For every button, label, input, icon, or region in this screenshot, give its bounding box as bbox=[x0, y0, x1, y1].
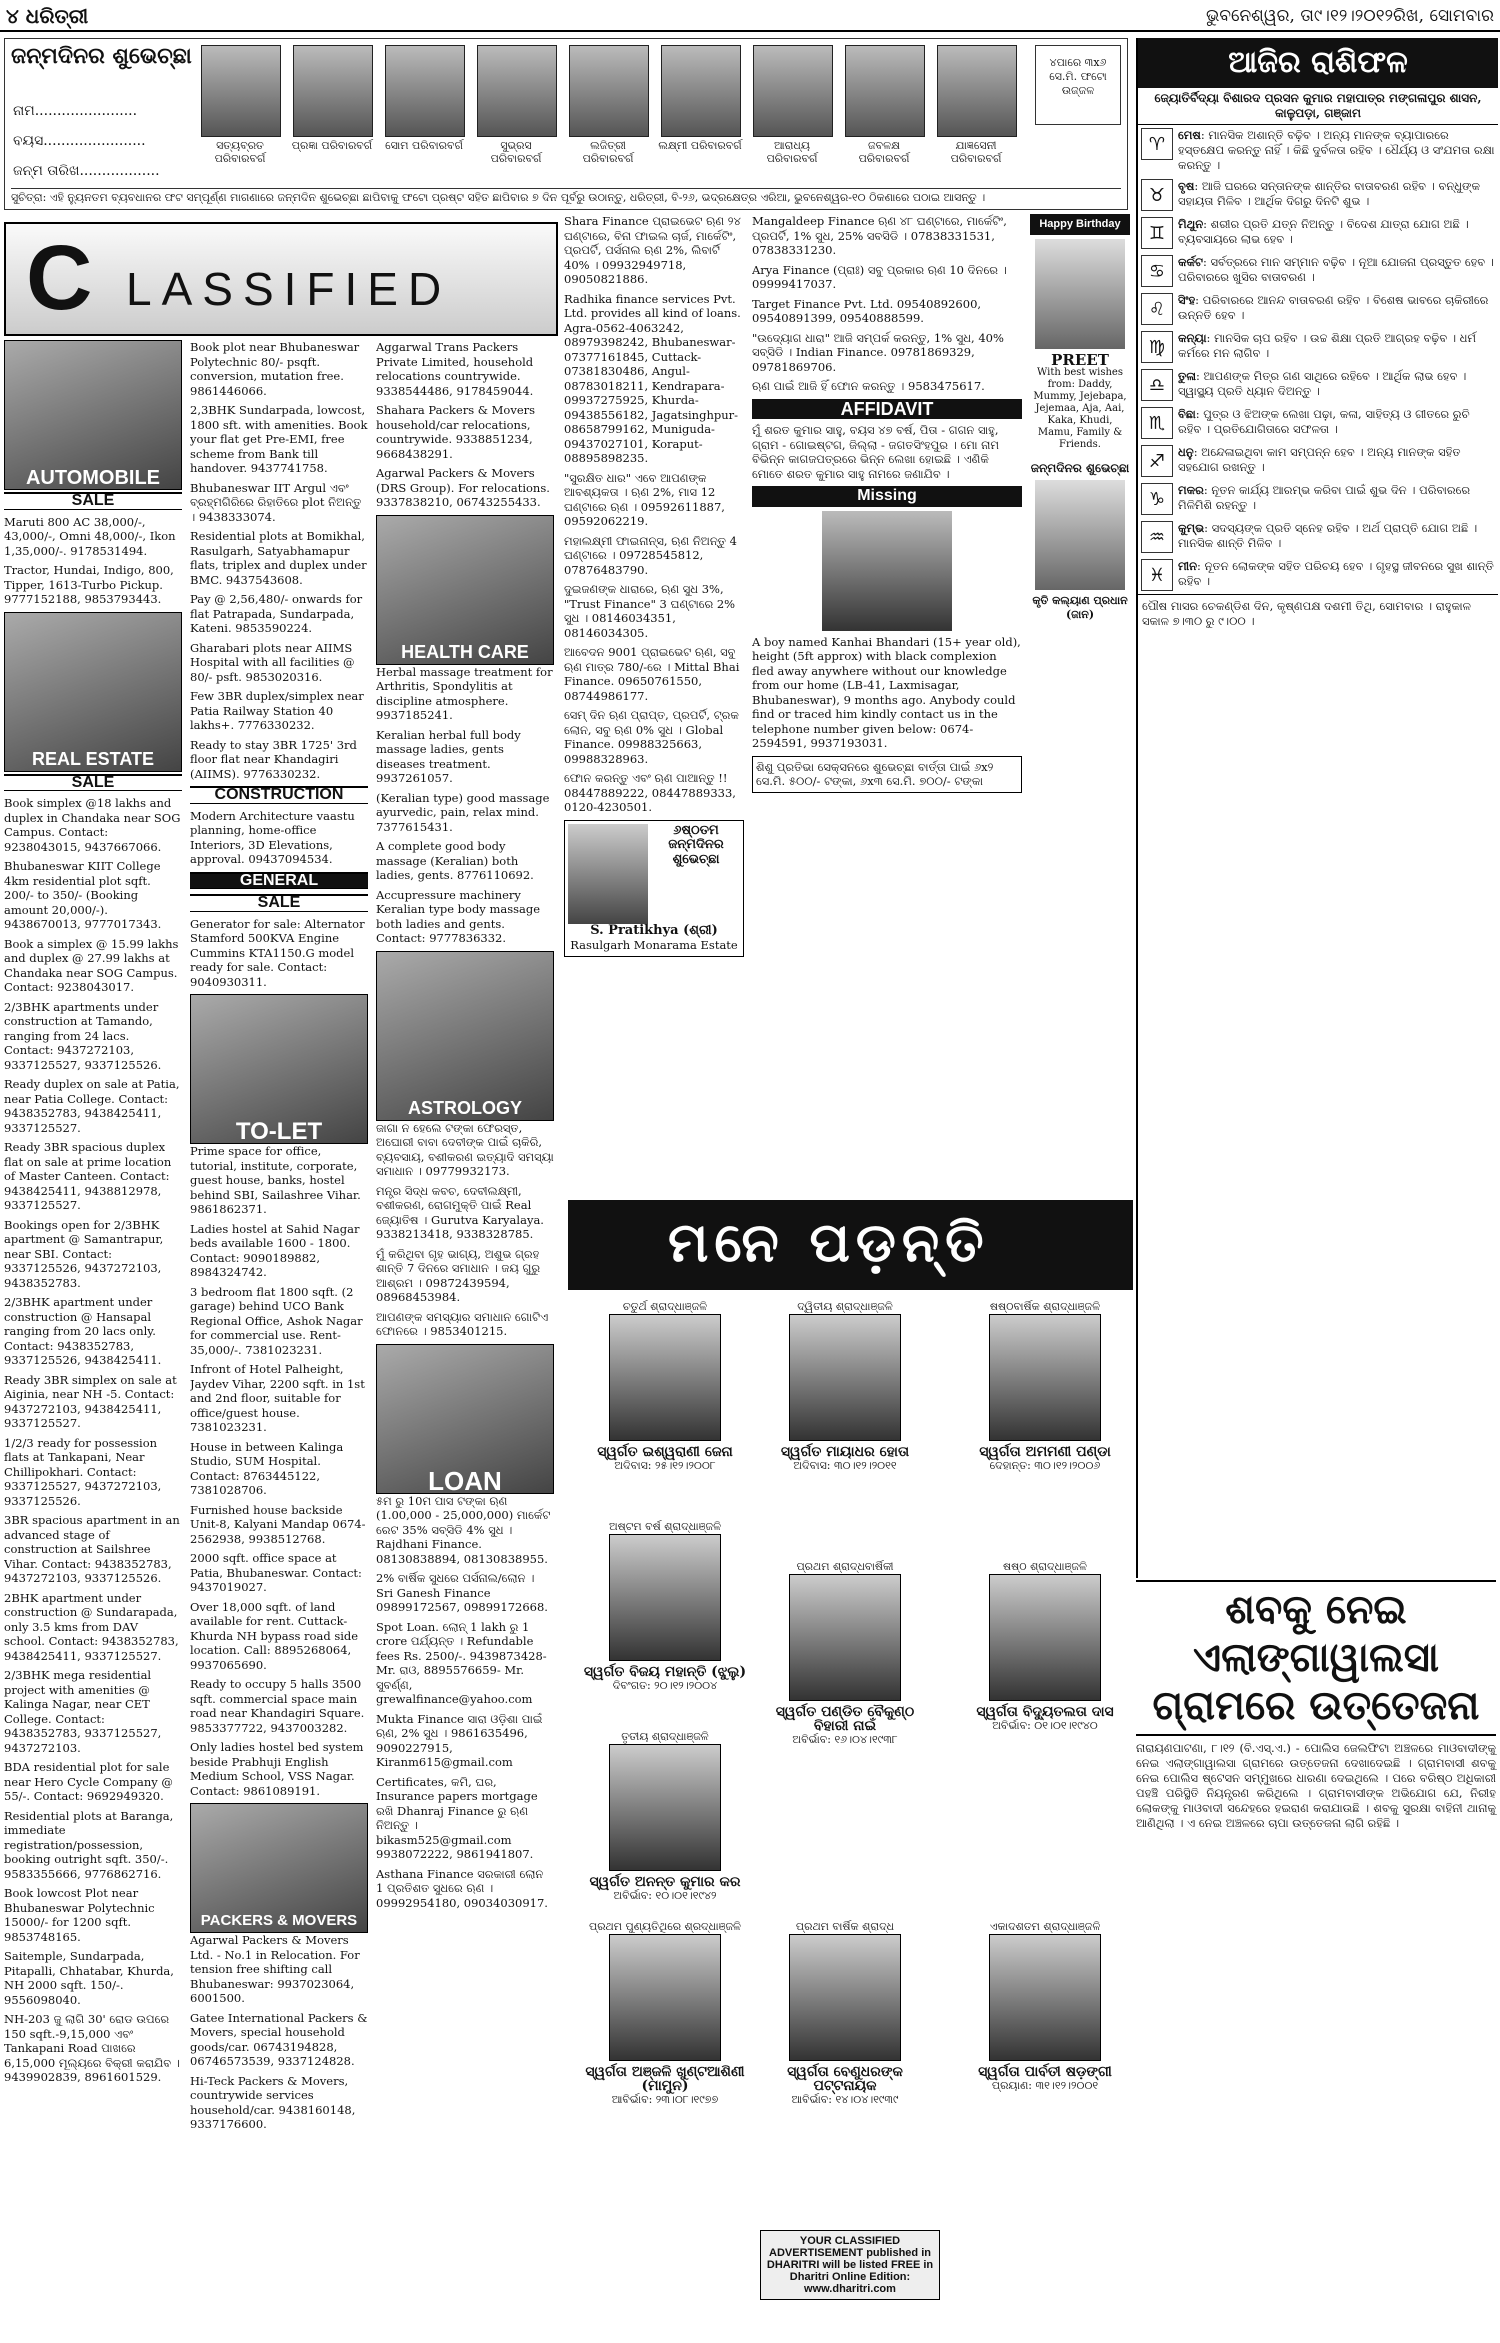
obit-heading: ଏକାଦଶତମ ଶ୍ରାଦ୍ଧାଞ୍ଜଳି bbox=[989, 1920, 1101, 1933]
classified-ad: A complete good body massage (Keralian) both ladies, gents. 8776110692. bbox=[376, 839, 534, 882]
horoscope-sign: ♋ କର୍କଟ: ସର୍ବତ୍ରରେ ମାନ ସମ୍ମାନ ବଢ଼ିବ । ନୂଆ ଯୋଜନା ପ୍ରସ୍ତୁତ ହେବ । ପରିବାରରେ ଖୁସିର ବାତାବରଣ । bbox=[1138, 252, 1498, 290]
child-caption: ଯାଜ୍ଞସେନୀ ପରିବାରବର୍ଗ bbox=[950, 139, 1002, 165]
classified-ad: Tractor, Hundai, Indigo, 800, Tipper, 1613-Turbo Pickup. 9777152188, 9853793443. bbox=[4, 563, 174, 606]
sign-text: ସଦସ୍ୟଙ୍କ ପ୍ରତି ସ୍ନେହ ରହିବ । ଅର୍ଥ ପ୍ରାପ୍ତି ଯୋଗ ଅଛି । ମାନସିକ ଶାନ୍ତି ମିଳିବ । bbox=[1178, 521, 1478, 550]
sign-name: ବୃଷ bbox=[1178, 179, 1195, 193]
classified-ad: ଋଣ ପାଇଁ ଆଜି ହିଁ ଫୋନ କରନ୍ତୁ । 9583475617. bbox=[752, 379, 985, 393]
sign-text: ଅନ୍ଦେଳାଇଥିବା କାମ ସମ୍ପନ୍ନ ହେବ । ଅନ୍ୟ ମାନଙ୍କ ସହିତ ସହଯୋଗ ରଖନ୍ତୁ । bbox=[1178, 445, 1461, 474]
classified-ad: Bhubaneswar KIIT College 4km residential plot sqft. 200/- to 350/- (Booking amount 20,000/-). 9438670013, 9777017343. bbox=[4, 859, 162, 931]
child-photo bbox=[201, 45, 281, 137]
horoscope-author: ଜ୍ୟୋତିର୍ବିଦ୍ୟା ବିଶାରଦ ପ୍ରସନ କୁମାର ମହାପାତ୍ର ମଙ୍ଗଳାପୁର ଶାସନ, କାଳୁପଡ଼ା, ଗଞ୍ଜାମ bbox=[1138, 88, 1498, 125]
classified-ad: Certificates, କମି, ଘର, Insurance papers mortgage ରଖି Dhanraj Finance ରୁ ଋଣ ନିଅନ୍ତୁ । bikasm525@gmail.com 9938072222, 9861941807. bbox=[376, 1774, 538, 1861]
obit-photo bbox=[989, 1574, 1101, 1701]
child-caption: ସତ୍ୟବ୍ରତ ପରିବାରବର୍ଗ bbox=[214, 139, 266, 165]
classified-ad: Saitemple, Sundarpada, Pitapalli, Chhatabar, Khurda, NH 2000 sqft. 150/-. 9556098040. bbox=[4, 1949, 174, 2007]
classified-ad: Mukta Finance ସାରା ଓଡ଼ିଶା ପାଇଁ ଋଣ, 2% ସୁଧ । 9861635496, 9090227915, Kiranm615@gmail.com bbox=[376, 1711, 543, 1769]
obit-heading: ପ୍ରଥମ ପୁଣ୍ୟତିଥିରେ ଶ୍ରଦ୍ଧାଞ୍ଜଳି bbox=[588, 1920, 741, 1933]
sign-text: ପୁତ୍ର ଓ ଝିଅଙ୍କ ଲେଖା ପଢ଼ା, କଳା, ସାହିତ୍ୟ ଓ ଗୀତରେ ରୁଚି ରହିବ । ପ୍ରତିଯୋଗିତାରେ ସଫଳତା । bbox=[1178, 407, 1470, 436]
obituary-notice bbox=[760, 1560, 930, 1747]
classified-ad: 3BR spacious apartment in an advanced stage of construction at Sailshree Vihar. Contact: 9438352783, 9437272103, 9337125526. bbox=[4, 1513, 180, 1585]
classified-ad: 2/3BHK apartments under construction at Tamando, ranging from 24 lacs. Contact: 9437272103, 9337125527, 9337125526. bbox=[4, 999, 162, 1072]
astrology-image: ASTROLOGY bbox=[376, 951, 554, 1121]
obituary-notice bbox=[580, 1520, 750, 1693]
obit-name: ସ୍ୱର୍ଗତା ପାର୍ବତୀ ଷଡ଼ଙ୍ଗୀ bbox=[978, 2064, 1112, 2080]
zodiac-icon: ♑ bbox=[1141, 483, 1173, 515]
child-caption: ସୋମ ପରିବାରବର୍ଗ bbox=[385, 139, 463, 152]
photo-ad-box: ୪ପାରେ ୩x୬ ସେ.ମି. ଫଟୋ ଉଜ୍ଜଳ bbox=[1035, 45, 1121, 125]
horoscope-sign: ♍ କନ୍ୟା: ମାନସିକ ଚାପ ରହିବ । ଉଚ୍ଚ ଶିକ୍ଷା ପ୍ରତି ଆଗ୍ରହ ବଢ଼ିବ । ଧର୍ମ କର୍ମରେ ମନ ଲାଗିବ । bbox=[1138, 328, 1498, 366]
obit-heading: ପ୍ରଥମ ଶ୍ରାଦ୍ଧବାର୍ଷିକୀ bbox=[796, 1560, 894, 1573]
kriti-title: ଜନ୍ମଦିନର ଶୁଭେଚ୍ଛା bbox=[1030, 461, 1130, 475]
zodiac-icon: ♌ bbox=[1141, 293, 1173, 325]
real-estate-image: REAL ESTATE bbox=[4, 612, 182, 772]
classified-ad: Aggarwal Trans Packers Private Limited, household relocations countrywide. 9338544486, 9178459044. bbox=[376, 340, 534, 398]
obit-heading: ଷଷ୍ଠବାର୍ଷିକ ଶ୍ରାଦ୍ଧାଞ୍ଜଳି bbox=[989, 1300, 1101, 1313]
obit-name: ସ୍ୱର୍ଗତ ବିଜୟ ମହାନ୍ତି (ଝୁଲୁ) bbox=[583, 1664, 747, 1680]
pratikhya-photo bbox=[568, 824, 648, 924]
form-field-age: ବୟସ....................... bbox=[13, 133, 146, 149]
obit-name: ସ୍ୱର୍ଗତ ମାୟାଧର ହୋତା bbox=[780, 1444, 910, 1460]
horoscope-sign: ♊ ମିଥୁନ: ଶରୀର ପ୍ରତି ଯତ୍ନ ନିଅନ୍ତୁ । ବିଦେଶ ଯାତ୍ରା ଯୋଗ ଅଛି । ବ୍ୟବସାୟରେ ଲାଭ ହେବ । bbox=[1138, 214, 1498, 252]
sign-name: କର୍କଟ bbox=[1178, 255, 1203, 269]
obituary-notice bbox=[580, 1300, 750, 1473]
classified-ad: "ସୁରକ୍ଷିତ ଧାର" ଏବେ ଆପଣଙ୍କ ଆବଶ୍ୟକତା । ଋଣ 2%, ମାସ 12 ଘଣ୍ଟାରେ ଋଣ । 09592611887, 09592062219. bbox=[564, 470, 725, 528]
classified-column-3 bbox=[376, 340, 554, 2330]
zodiac-icon: ♉ bbox=[1141, 179, 1173, 211]
horoscope-sign: ♉ ବୃଷ: ଆଜି ଘରରେ ସନ୍ତାନଙ୍କ ଶାନ୍ତିର ବାତାବରଣ ରହିବ । ବନ୍ଧୁଙ୍କ ସହାୟତା ମିଳିବ । ଆର୍ଥିକ ଦିଗରୁ ଦିନଟି ଶୁଭ । bbox=[1138, 176, 1498, 214]
sign-name: କନ୍ୟା bbox=[1178, 331, 1207, 345]
preet-wishes: With best wishes from: Daddy, Mummy, Jejebapa, Jejemaa, Aja, Aai, Kaka, Khudi, Mamu, Family & Friends. bbox=[1033, 367, 1127, 450]
classified-ad: Mangaldeep Finance ଋଣ ୪୮ ଘଣ୍ଟାରେ, ମାର୍କେଟିଂ, ପ୍ରପର୍ଟି, 1% ସୁଧ, 25% ସବସିଡି । 07838331531, 07838331230. bbox=[752, 214, 1007, 257]
obit-photo bbox=[609, 1934, 721, 2061]
classified-ad: Prime space for office, tutorial, institute, corporate, guest house, banks, hostel behind SBI, Sailashree Vihar. 9861862371. bbox=[190, 1144, 361, 1216]
classified-ad: Ready duplex on sale at Patia, near Patia College. Contact: 9438352783, 9438425411, 9337125527. bbox=[4, 1077, 180, 1135]
classified-ad: 2/3BHK apartment under construction @ Hansapal ranging from 20 lacs only. Contact: 9438352783, 9337125526, 9438425411. bbox=[4, 1295, 162, 1367]
page-header bbox=[0, 0, 1500, 32]
sign-text: ନୂତନ ଲୋକଙ୍କ ସହିତ ପରିଚୟ ହେବ । ଗୃହସ୍ଥ ଜୀବନରେ ସୁଖ ଶାନ୍ତି ରହିବ । bbox=[1178, 559, 1494, 588]
sign-text: ମାନସିକ ଅଶାନ୍ତି ବଢ଼ିବ । ଅନ୍ୟ ମାନଙ୍କ ବ୍ୟାପାରରେ ହସ୍ତକ୍ଷେପ କରନ୍ତୁ ନାହିଁ । କିଛି ଦୁର୍ବଳତା ରହିବ । ଧୈର୍ଯ୍ୟ ଓ ସଂଯମତା ରକ୍ଷା କରନ୍ତୁ । bbox=[1178, 128, 1495, 172]
sign-name: ମିଥୁନ bbox=[1178, 217, 1204, 231]
classified-ad: ମୁଁ କରିଥିବା ଗୃହ ଭାଗ୍ୟ, ଅଶୁଭ ଗ୍ରହ ଶାନ୍ତି 7 ଦିନରେ ସମାଧାନ । ଜୟ ଗୁରୁ ଆଶ୍ରମ । 09872439594, 08968453984. bbox=[376, 1246, 541, 1304]
classified-ad: ମନ୍ତ୍ର ସିଦ୍ଧ କବଚ, ଦେବୀଲକ୍ଷ୍ମୀ, ବଶୀକରଣ, ରୋଗମୁକ୍ତି ପାଇଁ Real ଜ୍ୟୋତିଷ । Gurutva Karyalaya. 9338213418, 9338328785. bbox=[376, 1183, 544, 1241]
child-caption: ଲକ୍ଷ୍ମୀ ପରିବାରବର୍ଗ bbox=[658, 139, 742, 152]
kriti-name: କୃତି କଲ୍ୟାଣ ପ୍ରଧାନ (ଜାନ) bbox=[1032, 593, 1128, 621]
obit-photo bbox=[789, 1574, 901, 1701]
classified-promo: YOUR CLASSIFIED ADVERTISEMENT published in DHARITRI will be listed FREE in Dharitri Online Edition: www.dharitri.com bbox=[760, 2230, 940, 2300]
obit-date: ଅଦିବାସ: ୨୫।୧୨।୨୦୦୮ bbox=[614, 1459, 716, 1472]
obit-name: ସ୍ୱର୍ଗତା ଅଞ୍ଜଳି ଖୁଣ୍ଟଆଶିଣୀ (ମାମୁନ) bbox=[585, 2064, 745, 2094]
horoscope-title: ଆଜିର ରାଶିଫଳ bbox=[1138, 38, 1498, 88]
classified-ad: ମହାଲକ୍ଷ୍ମୀ ଫାଇନାନ୍ସ, ଋଣ ନିଅନ୍ତୁ 4 ଘଣ୍ଟାରେ । 09728545812, 07876483790. bbox=[564, 533, 737, 577]
classified-ad: (Keralian type) good massage ayurvedic, pain, relax mind. 7377615431. bbox=[376, 790, 550, 834]
classified-ad: 2/3BHK mega residential project with amenities @ Kalinga Nagar, near CET College. Contact: 9438352783, 9337125527, 9437272103. bbox=[4, 1668, 162, 1755]
mane-padanti-banner bbox=[568, 1200, 1133, 1290]
classified-ad: Furnished house backside Unit-8, Kalyani Mandap 0674-2562938, 9938512768. bbox=[190, 1502, 366, 1546]
classified-column-4 bbox=[564, 214, 744, 1194]
to-let-image: TO-LET bbox=[190, 994, 368, 1144]
classified-ad: 2000 sqft. office space at Patia, Bhubaneswar. Contact: 9437019027. bbox=[190, 1551, 362, 1594]
classified-ad: Book lowcost Plot near Bhubaneswar Polytechnic 15000/- for 1200 sqft. 9853748165. bbox=[4, 1886, 155, 1944]
missing-heading: Missing bbox=[752, 486, 1022, 507]
obit-date: ଅଦିବାସ: ୩୦।୧୨।୨୦୧୧ bbox=[793, 1459, 897, 1472]
news-headline: ଶବକୁ ନେଇ ଏଲାଙ୍ଗାୱାଲସା ଗ୍ରାମରେ ଉତ୍ତେଜନା bbox=[1136, 1580, 1496, 1736]
zodiac-icon: ♍ bbox=[1141, 331, 1173, 363]
classified-ad: Arya Finance (ପ୍ରାଃ) ସବୁ ପ୍ରକାର ଋଣ 10 ଦିନରେ । 09999417037. bbox=[752, 262, 1007, 291]
zodiac-icon: ♊ bbox=[1141, 217, 1173, 249]
missing-photo bbox=[822, 511, 952, 631]
zodiac-icon: ♒ bbox=[1141, 521, 1173, 553]
missing-text: A boy named Kanhai Bhandari (15+ year old), height (5ft approx) with black complexion fled away anywhere without our knowledge from our home (LB-41, Laxmisagar, Bhubaneswar), 9 months ago. Anybody could find or traced him kindly contact us in the telephone number given below: 0674-2594591, 9937193031. bbox=[752, 634, 1021, 750]
obit-date: ଆବିର୍ଭାବ: ୨୩।୦୮।୧୯୭୭ bbox=[611, 2093, 719, 2106]
sign-name: ବିଛା bbox=[1178, 407, 1196, 421]
birthday-title: ଜନ୍ମଦିନର ଶୁଭେଚ୍ଛା bbox=[11, 43, 192, 69]
classified-ad: Residential plots at Bomikhal, Rasulgarh, Satyabhamapur flats, triplex and duplex under BMC. 9437543608. bbox=[190, 529, 367, 587]
classified-ad: 2% ବାର୍ଷିକ ସୁଧରେ ପର୍ସନାଲ/ଲୋନ । Sri Ganesh Finance 09899172567, 09899172668. bbox=[376, 1571, 548, 1614]
classified-c: C bbox=[26, 227, 93, 329]
child-photo bbox=[477, 45, 557, 137]
obituary-notice bbox=[580, 1730, 750, 1903]
classified-ad: NH-203 ଜୁ ଲାଗି 30' ରୋଡ ଉପରେ 150 sqft.-9,15,000 ଏବଂ Tankapani Road ପାଖରେ 6,15,000 ମୂଲ୍ୟରେ ବିକ୍ରୀ କରାଯିବ । 9439902839, 8961601529. bbox=[4, 2012, 180, 2084]
obit-name: ସ୍ୱର୍ଗତା ଅମମଣୀ ପଣ୍ଡା bbox=[979, 1444, 1111, 1460]
sign-name: ମୀନ bbox=[1178, 559, 1198, 573]
zodiac-icon: ♈ bbox=[1141, 128, 1173, 160]
obituary-notice bbox=[960, 1300, 1130, 1473]
classified-ad: 2BHK apartment under construction @ Sundarapada, only 3.5 kms from DAV school. Contact: 9438352783, 9438425411, 9337125527. bbox=[4, 1590, 179, 1663]
classified-ad: Ready 3BR simplex on sale at Aiginia, near NH -5. Contact: 9437272103, 9438425411, 9337125527. bbox=[4, 1372, 177, 1430]
obit-photo bbox=[789, 1934, 901, 2061]
horoscope-sign: ♌ ସିଂହ: ପରିବାରରେ ଆନନ୍ଦ ବାତାବରଣ ରହିବ । ବିଶେଷ ଭାବରେ ଚାକିରୀରେ ଉନ୍ନତି ହେବ । bbox=[1138, 290, 1498, 328]
sign-text: ଶରୀର ପ୍ରତି ଯତ୍ନ ନିଅନ୍ତୁ । ବିଦେଶ ଯାତ୍ରା ଯୋଗ ଅଛି । ବ୍ୟବସାୟରେ ଲାଭ ହେବ । bbox=[1178, 217, 1469, 246]
zodiac-icon: ♐ bbox=[1141, 445, 1173, 477]
child-photo bbox=[569, 45, 649, 137]
general-sale-heading: SALE bbox=[190, 894, 368, 912]
classified-ad: "ଉଦ୍ୟୋଗ ଧାରା" ଆଜି ସମ୍ପର୍କ କରନ୍ତୁ, 1% ସୁଧ, 40% ସବ୍‌ସିଡି । Indian Finance. 09781869329, 09781869706. bbox=[752, 330, 1004, 374]
classified-ad: Book plot near Bhubaneswar Polytechnic 80/- psqft. conversion, mutation free. 9861446066. bbox=[190, 340, 360, 398]
obit-photo bbox=[609, 1534, 721, 1661]
obit-photo bbox=[609, 1744, 721, 1871]
obit-date: ଦିବଂଗତ: ୨୦।୧୨।୨୦୦୪ bbox=[612, 1679, 718, 1692]
classified-ad: Shara Finance ପ୍ରାଇଭେଟ ଋଣ ୨୪ ଘଣ୍ଟାରେ, ବିନା ଫାଇଲ ଚାର୍ଜ, ମାର୍କେଟିଂ, ପ୍ରପର୍ଟି, ପର୍ସନାଲ ଋଣ 2%, ଲିବାର୍ଟି 40% । 09932949718, 09050821886. bbox=[564, 214, 741, 286]
obit-name: ସ୍ୱର୍ଗତ ଅନନ୍ତ କୁମାର କର bbox=[589, 1874, 741, 1890]
child-photo bbox=[753, 45, 833, 137]
sale-heading-2: SALE bbox=[4, 774, 182, 792]
classified-ad: ଜାଗା ନ ହେଲେ ଟଙ୍କା ଫେରସ୍ତ, ଅଘୋରୀ ବାବା ଦେବୀଙ୍କ ପାଇଁ ଚାକିରି, ବ୍ୟବସାୟ, ବଶୀକରଣ ଇତ୍ୟାଦି ସମସ୍ୟା ସମାଧାନ । 09779932173. bbox=[376, 1120, 554, 1178]
birthday-note: ସୁଚିତ୍ରା: ଏହି ନ୍ୟୁନତମ ବ୍ୟବଧାନର ଫଟ ସମ୍ପୂର୍ଣ୍ଣ ମାଗଣାରେ ଜନ୍ମଦିନ ଶୁଭେଚ୍ଛା ଛାପିବାକୁ ଫଟୋ ପ୍ରଷ୍ଟ ସହିତ ଛାପିବାର ୭ ଦିନ ପୂର୍ବରୁ ଉଠାନ୍ତୁ, ଧରିତ୍ରୀ, ବି-୨୬, ଭଦ୍ରକ୍ଷେତ୍ର ଏରିଆ, ଭୁବନେଶ୍ୱର-୧୦ ଠିକଣାରେ ପଠାଇ ଆସନ୍ତୁ । bbox=[11, 188, 1121, 205]
sign-text: ପରିବାରରେ ଆନନ୍ଦ ବାତାବରଣ ରହିବ । ବିଶେଷ ଭାବରେ ଚାକିରୀରେ ଉନ୍ନତି ହେବ । bbox=[1178, 293, 1489, 322]
classified-ad: 1/2/3 ready for possession flats at Tankapani, Near Chillipokhari. Contact: 9337125527, 9437272103, 9337125526. bbox=[4, 1435, 162, 1508]
automobile-image: AUTOMOBILE bbox=[4, 340, 182, 490]
classified-ad: 3 bedroom flat 1800 sqft. (2 garage) behind UCO Bank Regional Office, Ashok Nagar for commercial use. Rent-35,000/-. 7381023231. bbox=[190, 1284, 363, 1357]
sign-name: ତୁଳା bbox=[1178, 369, 1196, 383]
sign-name: ସିଂହ bbox=[1178, 293, 1196, 307]
obit-heading: ଅଷ୍ଟମ ବର୍ଷ ଶ୍ରାଦ୍ଧାଞ୍ଜଳି bbox=[608, 1520, 722, 1533]
sale-heading: SALE bbox=[4, 492, 182, 510]
sign-text: ନୂତନ କାର୍ଯ୍ୟ ଆରମ୍ଭ କରିବା ପାଇଁ ଶୁଭ ଦିନ । ପରିବାରରେ ମିଳିମିଶି ରହନ୍ତୁ । bbox=[1178, 483, 1471, 512]
classified-ad: Asthana Finance ସରକାରୀ ଲୋନ 1 ପ୍ରତିଶତ ସୁଧରେ ଋଣ । 09992954180, 09034030917. bbox=[376, 1866, 548, 1910]
child-caption: ଆରାଧ୍ୟ ପରିବାରବର୍ଗ bbox=[766, 139, 818, 165]
classified-ad: ଦୁଇଜଣଙ୍କ ଧାରାରେ, ଋଣ ସୁଧ 3%, "Trust Finance" 3 ଘଣ୍ଟାରେ 2% ସୁଧ । 08146034351, 08146034305. bbox=[564, 582, 736, 640]
classified-ad: 2,3BHK Sundarpada, lowcost, 1800 sft. with amenities. Book your flat get Pre-EMI, free scheme from Bank till handover. 9437741758. bbox=[190, 403, 368, 475]
preet-name: PREET bbox=[1051, 350, 1109, 369]
horoscope-column bbox=[1136, 38, 1498, 1578]
classified-ad: Target Finance Pvt. Ltd. 09540892600, 09540891399, 09540888599. bbox=[752, 296, 982, 325]
birthday-wishes-column bbox=[1030, 214, 1130, 1194]
panchang-note: ପୌଷ ମାସର ଚେକଣ୍ଡିଶ ଦିନ, କୃଷ୍ଣପକ୍ଷ ଦଶମୀ ତିଥି, ସୋମବାର । ରାହୁକାଳ ସକାଳ ୭।୩୦ ରୁ ୯।୦୦ । bbox=[1138, 594, 1498, 633]
classified-ad: Gharabari plots near AIIMS Hospital with all facilities @ 80/- psft. 9853020316. bbox=[190, 640, 355, 684]
horoscope-sign: ♒ କୁମ୍ଭ: ସଦସ୍ୟଙ୍କ ପ୍ରତି ସ୍ନେହ ରହିବ । ଅର୍ଥ ପ୍ରାପ୍ତି ଯୋଗ ଅଛି । ମାନସିକ ଶାନ୍ତି ମିଳିବ । bbox=[1138, 518, 1498, 556]
classified-ad: Accupressure machinery Keralian type body massage both ladies and gents. Contact: 9777836332. bbox=[376, 887, 541, 945]
page-number: ୪ ଧରିତ୍ରୀ bbox=[6, 4, 89, 28]
dateline: ଭୁବନେଶ୍ୱର, ତା୯।୧୨।୨୦୧୨ରିଖ, ସୋମବାର bbox=[1205, 6, 1494, 26]
pratikhya-title: ୬ଷ୍ଠତମ ଜନ୍ମଦିନର ଶୁଭେଚ୍ଛା bbox=[668, 822, 724, 867]
mane-padanti-title: ମନେ ପଡ଼ନ୍ତି bbox=[668, 1210, 990, 1274]
obit-name: ସ୍ୱର୍ଗତ ଇଶ୍ୱରାଣୀ ଜେନା bbox=[597, 1444, 733, 1460]
zodiac-icon: ♓ bbox=[1141, 559, 1173, 591]
classified-ad: Generator for sale: Alternator Stamford 500KVA Engine Cummins KTA1150.G model ready for sale. Contact: 9040930311. bbox=[190, 916, 365, 989]
classified-ad: Bhubaneswar IIT Argul ଏବଂ ବ୍ରହ୍ମଗିରିରେ ରିହାତିରେ plot ନିଅନ୍ତୁ । 9438333074. bbox=[190, 480, 362, 524]
preet-photo bbox=[1035, 239, 1125, 349]
classified-ad: Ladies hostel at Sahid Nagar beds available 1600 - 1800. Contact: 9090189882, 8984324742. bbox=[190, 1221, 360, 1279]
form-field-name: ନାମ....................... bbox=[13, 103, 138, 119]
obituary-notice bbox=[580, 1920, 750, 2107]
classified-ad: Keralian herbal full body massage ladies, gents diseases treatment. 9937261057. bbox=[376, 727, 521, 785]
classified-ad: Herbal massage treatment for Arthritis, Spondylitis at discipline atmosphere. 9937185241. bbox=[376, 664, 553, 722]
birthday-strip bbox=[4, 38, 1128, 210]
classified-ad: Infront of Hotel Palheight, Jaydev Vihar, 2200 sqft. in 1st and 2nd floor, suitable for office/guest house. 7381023231. bbox=[190, 1362, 365, 1434]
obit-name: ସ୍ୱର୍ଗତ ପଣ୍ଡିତ ବୈକୁଣ୍ଠ ବିହାରୀ ନାଇଁ bbox=[775, 1704, 915, 1734]
loan-image: LOAN bbox=[376, 1344, 554, 1494]
classified-ad: Residential plots at Baranga, immediate registration/possession, booking outright sqft. 350/-. 9583355666, 9776862716. bbox=[4, 1808, 174, 1881]
child-caption: ସୁଭ୍ରସ ପରିବାରବର୍ଗ bbox=[490, 139, 542, 165]
obituary-notice bbox=[760, 1300, 930, 1473]
sign-name: ଧନୁ bbox=[1178, 445, 1194, 459]
classified-ad: Book a simplex @ 15.99 lakhs and duplex @ 27.99 lakhs at Chandaka near SOG Campus. Contact: 9238043017. bbox=[4, 936, 179, 994]
pratikhya-birthday bbox=[564, 820, 744, 957]
sign-name: କୁମ୍ଭ bbox=[1178, 521, 1205, 535]
obit-photo bbox=[989, 1314, 1101, 1441]
obit-photo bbox=[989, 1934, 1101, 2061]
classified-ad: Pay @ 2,56,480/- onwards for flat Patrapada, Sundarpada, Kateni. 9853590224. bbox=[190, 592, 363, 635]
obit-date: ଅବିର୍ଭାବ: ୧୦।୦୧।୧୯୪୨ bbox=[613, 1889, 717, 1902]
sign-name: ମକର bbox=[1178, 483, 1204, 497]
classified-word: LASSIFIED bbox=[126, 263, 452, 315]
obit-date: ଆବିର୍ଭାବ: ୧୪।୦୪।୧୯୩୯ bbox=[791, 2093, 899, 2106]
obit-heading: ଦ୍ୱିତୀୟ ଶ୍ରାଦ୍ଧାଞ୍ଜଳି bbox=[797, 1300, 893, 1313]
general-heading: GENERAL bbox=[190, 872, 368, 890]
classified-ad: Radhika finance services Pvt. Ltd. provides all kind of loans. Agra-0562-4063242, 08979398242, Bhubaneswar-07377161845, Cuttack-07381830486, Angul-08783018211, Kendrapara-09937275925, Khurda-09438556182, Jagatsinghpur-08658799162, Muniguda-09437027101, Koraput-08895898235. bbox=[564, 291, 741, 465]
child-caption: ଲଜିତ୍ରୀ ପରିବାରବର୍ଗ bbox=[582, 139, 634, 165]
obit-heading: ଷଷ୍ଠ ଶ୍ରାଦ୍ଧାଞ୍ଜଳି bbox=[1003, 1560, 1087, 1573]
child-photo bbox=[385, 45, 465, 137]
sign-name: ମେଷ bbox=[1178, 128, 1201, 142]
classified-ad: Ready 3BR spacious duplex flat on sale at prime location of Master Canteen. Contact: 9438425411, 9438812978, 9337125527. bbox=[4, 1140, 172, 1212]
zodiac-icon: ♎ bbox=[1141, 369, 1173, 401]
classified-ad: Spot Loan. ଲୋନ୍ 1 lakh ରୁ 1 crore ପର୍ଯ୍ୟନ୍ତ । Refundable fees Rs. 2500/-. 9439873428- Mr. ରାଓ, 8895576659- Mr. ସୁବର୍ଣ୍ଣ, grewalfinance@yahoo.com bbox=[376, 1619, 547, 1706]
classified-ad: Modern Architecture vaastu planning, home-office Interiors, 3D Elevations, approval. 09437094534. bbox=[190, 808, 355, 866]
child-photo bbox=[937, 45, 1017, 137]
horoscope-sign: ♏ ବିଛା: ପୁତ୍ର ଓ ଝିଅଙ୍କ ଲେଖା ପଢ଼ା, କଳା, ସାହିତ୍ୟ ଓ ଗୀତରେ ରୁଚି ରହିବ । ପ୍ରତିଯୋଗିତାରେ ସଫଳତା । bbox=[1138, 404, 1498, 442]
classified-ad: ୫ମ ରୁ 10ମ ପାସ ଟଙ୍କା ଋଣ (1.00,000 - 25,000,000) ମାର୍କେଟ ରେଟ 35% ସବ୍‌ସିଡି 4% ସୁଧ । Rajdhani Finance. 08130838894, 08130838955. bbox=[376, 1493, 551, 1566]
zodiac-icon: ♋ bbox=[1141, 255, 1173, 287]
obituary-notice bbox=[960, 1920, 1130, 2093]
child-caption: ପ୍ରଜ୍ଞା ପରିବାରବର୍ଗ bbox=[291, 139, 373, 152]
horoscope-sign: ♎ ତୁଳା: ଆପଣଙ୍କ ମିତ୍ର ଗଣ ସାଥିରେ ରହିବେ । ଆର୍ଥିକ ଲାଭ ହେବ । ସ୍ୱାସ୍ଥ୍ୟ ପ୍ରତି ଧ୍ୟାନ ଦିଅନ୍ତୁ । bbox=[1138, 366, 1498, 404]
obit-date: ପ୍ରୟାଣ: ୩୧।୧୨।୨୦୦୧ bbox=[991, 2079, 1099, 2092]
pratikhya-address: Rasulgarh Monarama Estate bbox=[570, 938, 738, 952]
sign-text: ମାନସିକ ଚାପ ରହିବ । ଉଚ୍ଚ ଶିକ୍ଷା ପ୍ରତି ଆଗ୍ରହ ବଢ଼ିବ । ଧର୍ମ କର୍ମରେ ମନ ଲାଗିବ । bbox=[1178, 331, 1477, 360]
sign-text: ଆଜି ଘରରେ ସନ୍ତାନଙ୍କ ଶାନ୍ତିର ବାତାବରଣ ରହିବ । ବନ୍ଧୁଙ୍କ ସହାୟତା ମିଳିବ । ଆର୍ଥିକ ଦିଗରୁ ଦିନଟି ଶୁଭ । bbox=[1178, 179, 1481, 208]
classified-ad: ସେମ୍ ଦିନ ଋଣ ପ୍ରାପ୍ତ, ପ୍ରପର୍ଟି, ଟ୍ରକ ଲୋନ, ସବୁ ଋଣ 0% ସୁଧ । Global Finance. 09988325663, 09988328963. bbox=[564, 708, 739, 766]
classified-column-2 bbox=[190, 340, 368, 2330]
horoscope-sign: ♑ ମକର: ନୂତନ କାର୍ଯ୍ୟ ଆରମ୍ଭ କରିବା ପାଇଁ ଶୁଭ ଦିନ । ପରିବାରରେ ମିଳିମିଶି ରହନ୍ତୁ । bbox=[1138, 480, 1498, 518]
pratikhya-name: S. Pratikhya (ଶ୍ରୀ) bbox=[590, 922, 718, 938]
obituary-notice bbox=[960, 1560, 1130, 1733]
obit-heading: ପ୍ରଥମ ବାର୍ଷିକ ଶ୍ରାଦ୍ଧ bbox=[795, 1920, 895, 1933]
classified-ad: Maruti 800 AC 38,000/-, 43,000/-, Omni 48,000/-, Ikon 1,35,000/-. 9178531494. bbox=[4, 514, 176, 558]
horoscope-sign: ♐ ଧନୁ: ଅନ୍ଦେଳାଇଥିବା କାମ ସମ୍ପନ୍ନ ହେବ । ଅନ୍ୟ ମାନଙ୍କ ସହିତ ସହଯୋଗ ରଖନ୍ତୁ । bbox=[1138, 442, 1498, 480]
classified-ad: Ready to occupy 5 halls 3500 sqft. commercial space main road near Khandagiri Square. 9853377722, 9437003282. bbox=[190, 1677, 365, 1735]
obituary-notice bbox=[760, 1920, 930, 2107]
classified-ad: Hi-Teck Packers & Movers, countrywide services household/car. 9438160148, 9337176600. bbox=[190, 2073, 356, 2131]
classified-ad: Book simplex @18 lakhs and duplex in Chandaka near SOG Campus. Contact: 9238043015, 9437667066. bbox=[4, 796, 181, 854]
news-body: ନାରାୟଣପାଟଣା, ୮।୧୨ (ବି.ଏସ୍.ଏ.) - ପୋଲିସ ଜେଲଫିଟା ଅଞ୍ଚଳରେ ମାଓବାଦୀଙ୍କୁ ନେଇ ଏଲାଙ୍ଗାୱାଲସା ଗ୍ରାମରେ ଉତ୍ତେଜନା ଦେଖାଦେଇଛି । ଗ୍ରାମବାସୀ ଶବକୁ ନେଇ ପୋଲିସ ଷ୍ଟେସନ ସମ୍ମୁଖରେ ଧାରଣା ଦେଇଥିଲେ । ପରେ ବରିଷ୍ଠ ଅଧିକାରୀ ପହଞ୍ଚି ପରିସ୍ଥିତି ନିୟନ୍ତ୍ରଣ କରିଥିଲେ । ଗ୍ରାମବାସୀଙ୍କ ଅଭିଯୋଗ ଯେ, ନିରୀହ ଲୋକଙ୍କୁ ମାଓବାଦୀ ସନ୍ଦେହରେ ହଇରାଣ କରାଯାଉଛି । ଶବକୁ ସୁରକ୍ଷା ବାହିନୀ ଥାନାକୁ ଆଣିଥିଲା । ଏ ନେଇ ଅଞ୍ଚଳରେ ଚାପା ଉତ୍ତେଜନା ଲାଗି ରହିଛି । bbox=[1136, 1741, 1496, 1830]
form-field-dob: ଜନ୍ମ ତାରିଖ.................. bbox=[13, 163, 160, 179]
classified-ad: Over 18,000 sqft. of land available for rent. Cuttack-Khurda NH bypass road side location. Call: 8895268064, 9937065690. bbox=[190, 1599, 359, 1672]
classified-banner bbox=[4, 222, 558, 336]
child-caption: ଜବଳକ୍ଷ ପରିବାରବର୍ଗ bbox=[858, 139, 910, 165]
obit-heading: ଚତୁର୍ଥ ଶ୍ରାଦ୍ଧାଞ୍ଜଳି bbox=[622, 1300, 708, 1313]
kriti-photo bbox=[1035, 480, 1125, 590]
classified-ad: House in between Kalinga Studio, SUM Hospital. Contact: 8763445122, 7381028706. bbox=[190, 1439, 344, 1497]
news-article bbox=[1136, 1580, 1496, 1831]
obit-photo bbox=[789, 1314, 901, 1441]
classified-ad: ଆପଣଙ୍କ ସମସ୍ୟାର ସମାଧାନ ଗୋଟିଏ ଫୋନରେ । 9853401215. bbox=[376, 1309, 549, 1338]
happy-birthday-heading: Happy Birthday bbox=[1030, 214, 1130, 235]
classified-ad: Agarwal Packers & Movers (DRS Group). For relocations. 9337838210, 06743255433. bbox=[376, 466, 550, 509]
horoscope-sign: ♈ ମେଷ: ମାନସିକ ଅଶାନ୍ତି ବଢ଼ିବ । ଅନ୍ୟ ମାନଙ୍କ ବ୍ୟାପାରରେ ହସ୍ତକ୍ଷେପ କରନ୍ତୁ ନାହିଁ । କିଛି ଦୁର୍ବଳତା ରହିବ । ଧୈର୍ଯ୍ୟ ଓ ସଂଯମତା ରକ୍ଷା କରନ୍ତୁ । bbox=[1138, 125, 1498, 176]
classified-ad: ଆବେଦନ 9001 ପ୍ରାଇଭେଟ ଋଣ, ସବୁ ଋଣ ମାତ୍ର 780/-ରେ । Mittal Bhai Finance. 09650761550, 08744986177. bbox=[564, 645, 740, 703]
classified-ad: BDA residential plot for sale near Hero Cycle Company @ 55/-. Contact: 9692949320. bbox=[4, 1760, 173, 1803]
packers-image: PACKERS & MOVERS bbox=[190, 1803, 368, 1933]
classified-ad: Only ladies hostel bed system beside Prabhuji English Medium School, VSS Nagar. Contact: 9861089191. bbox=[190, 1740, 364, 1798]
health-care-image: HEALTH CARE bbox=[376, 515, 554, 665]
classified-ad: ଫୋନ କରନ୍ତୁ ଏବଂ ଋଣ ପାଆନ୍ତୁ !! 08447889222, 08447889333, 0120-4230501. bbox=[564, 771, 736, 814]
classified-column-1 bbox=[4, 340, 182, 2330]
zodiac-icon: ♏ bbox=[1141, 407, 1173, 439]
classified-column-5 bbox=[752, 214, 1022, 1194]
affidavit-heading: AFFIDAVIT bbox=[752, 399, 1022, 420]
obit-date: ଦେହାନ୍ତ: ୩୦।୧୨।୨୦୦୬ bbox=[989, 1459, 1101, 1472]
child-photo bbox=[293, 45, 373, 137]
classified-ad: Shahara Packers & Movers household/car relocations, countrywide. 9338851234, 9668438291. bbox=[376, 403, 536, 461]
classified-ad: Ready to stay 3BR 1725' 3rd floor flat near Khandagiri (AIIMS). 9776330232. bbox=[190, 737, 357, 781]
affidavit-text: ମୁଁ ଶରତ କୁମାର ସାହୁ, ବୟସ ୪୭ ବର୍ଷ, ପିତା - ଗଗନ ସାହୁ, ଗ୍ରାମ - ଗୋଇଷ୍ଟଗ, ଜିଲ୍ଲା - ଜଗତସିଂହପୁର । ମୋ ନାମ ବିଭିନ୍ନ କାଗଜପତ୍ରରେ ଭିନ୍ନ ଲେଖା ହୋଇଛି । ଏଣିକି ମୋତେ ଶରତ କୁମାର ସାହୁ ନାମରେ ଜଣାଯିବ । bbox=[752, 423, 999, 481]
horoscope-sign: ♓ ମୀନ: ନୂତନ ଲୋକଙ୍କ ସହିତ ପରିଚୟ ହେବ । ଗୃହସ୍ଥ ଜୀବନରେ ସୁଖ ଶାନ୍ତି ରହିବ । bbox=[1138, 556, 1498, 594]
obit-heading: ତୃତୀୟ ଶ୍ରାଦ୍ଧାଞ୍ଜଳି bbox=[621, 1730, 709, 1743]
obit-name: ସ୍ୱର୍ଗତା ବିଦ୍ୟୁତଲତା ଦାସ bbox=[976, 1704, 1114, 1720]
classified-ad: Agarwal Packers & Movers Ltd. - No.1 in Relocation. For tension free shifting call Bhubaneswar: 9937023064, 6001500. bbox=[190, 1933, 360, 2005]
sign-text: ଆପଣଙ୍କ ମିତ୍ର ଗଣ ସାଥିରେ ରହିବେ । ଆର୍ଥିକ ଲାଭ ହେବ । ସ୍ୱାସ୍ଥ୍ୟ ପ୍ରତି ଧ୍ୟାନ ଦିଅନ୍ତୁ । bbox=[1178, 369, 1467, 398]
classified-ad: Gatee International Packers & Movers, special household goods/car. 06743194828, 06746573539, 9337124828. bbox=[190, 2010, 368, 2068]
child-photo bbox=[845, 45, 925, 137]
obit-photo bbox=[609, 1314, 721, 1441]
sign-text: ସର୍ବତ୍ରରେ ମାନ ସମ୍ମାନ ବଢ଼ିବ । ନୂଆ ଯୋଜନା ପ୍ରସ୍ତୁତ ହେବ । ପରିବାରରେ ଖୁସିର ବାତାବରଣ । bbox=[1178, 255, 1494, 284]
obit-date: ଅବିର୍ଭାବ: ୦୧।୦୧।୧୯୪୦ bbox=[992, 1719, 1098, 1732]
obit-date: ଅବିର୍ଭାବ: ୧୬।୦୪।୧୯୩୮ bbox=[792, 1733, 898, 1746]
child-photo bbox=[661, 45, 741, 137]
obit-name: ସ୍ୱର୍ଗତା ବେଣୁଧରଙ୍କ ପଟ୍ଟନାୟକ bbox=[787, 2064, 903, 2094]
classified-ad: Few 3BR duplex/simplex near Patia Railway Station 40 lakhs+. 7776330232. bbox=[190, 689, 364, 732]
classified-ad: Bookings open for 2/3BHK apartment @ Samantrapur, near SBI. Contact: 9337125526, 9437272103, 9438352783. bbox=[4, 1217, 164, 1290]
rates-box: ଶିଶୁ ପ୍ରତିଭା ସେକ୍ସନରେ ଶୁଭେଚ୍ଛା ବାର୍ତ୍ତା ପାଇଁ ୬x୨ ସେ.ମି. ୫୦୦/- ଟଙ୍କା, ୬x୩ ସେ.ମି. ୭୦୦/- ଟଙ୍କା bbox=[752, 756, 1022, 793]
construction-heading: CONSTRUCTION bbox=[190, 786, 368, 804]
